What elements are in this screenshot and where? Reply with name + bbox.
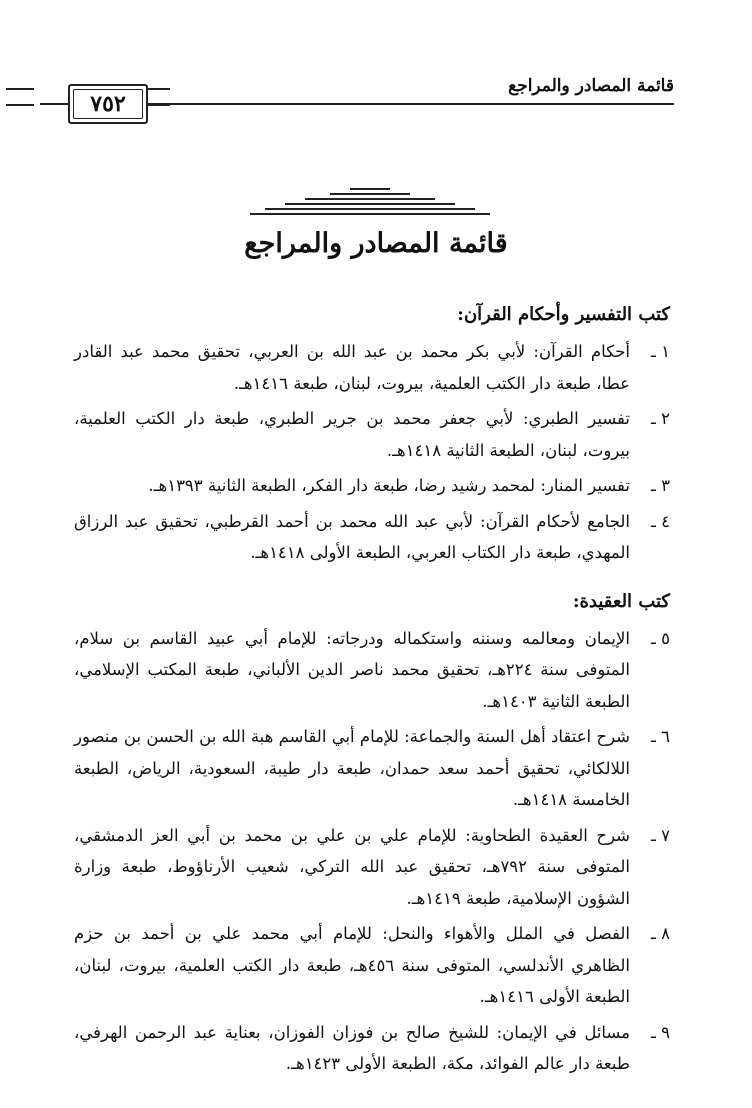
section-aqeedah xyxy=(74,587,670,1080)
entry-number: ٩ ـ xyxy=(651,1022,670,1042)
entry-text: شرح اعتقاد أهل السنة والجماعة: للإمام أبي القاسم هبة الله بن الحسن بن منصور اللالكائي، تحقيق أحمد سعد حمدان، طبعة دار طيبة، السعودية، الرياض، الطبعة الخامسة ١٤١٨هـ. xyxy=(74,727,630,809)
entry-text: مسائل في الإيمان: للشيخ صالح بن فوزان الفوزان، بعناية عبد الرحمن الهرفي، طبعة دار عالم الفوائد، مكة، الطبعة الأولى ١٤٢٣هـ. xyxy=(74,1022,630,1073)
entry-text: الجامع لأحكام القرآن: لأبي عبد الله محمد بن أحمد القرطبي، تحقيق عبد الرزاق المهدي، طبعة دار الكتاب العربي، الطبعة الأولى ١٤١٨هـ. xyxy=(74,511,630,562)
bibliography-entry xyxy=(74,506,670,569)
section-heading: كتب التفسير وأحكام القرآن: xyxy=(457,304,670,325)
entry-text: أحكام القرآن: لأبي بكر محمد بن عبد الله بن العربي، تحقيق محمد عبد القادر عطا، طبعة دار الكتب العلمية، بيروت، لبنان، طبعة ١٤١٦هـ. xyxy=(74,342,630,393)
section-heading: كتب العقيدة: xyxy=(572,590,670,612)
bibliography-entry xyxy=(74,820,670,915)
page-number: ٧٥٢ xyxy=(90,91,126,117)
entry-number: ١ ـ xyxy=(651,342,670,361)
entry-number: ٦ ـ xyxy=(651,727,670,746)
bibliography-entry xyxy=(74,336,670,399)
entry-text: الفصل في الملل والأهواء والنحل: للإمام أبي محمد علي بن أحمد بن حزم الظاهري الأندلسي، المتوفى سنة ٤٥٦هـ، طبعة دار الكتب العلمية، بيروت، لبنان، الطبعة الأولى ١٤١٦هـ. xyxy=(74,924,631,1006)
header-double-rule-right xyxy=(148,88,170,106)
bibliography-entry xyxy=(74,1017,670,1080)
running-header xyxy=(40,76,674,126)
title-ornament xyxy=(250,188,490,218)
entry-number: ٤ ـ xyxy=(651,511,670,531)
bibliography-entry xyxy=(74,721,670,816)
bibliography-entry xyxy=(74,403,670,466)
bibliography xyxy=(74,300,670,1084)
entry-number: ٣ ـ xyxy=(651,476,670,495)
entry-text: الإيمان ومعالمه وسننه واستكماله ودرجاته: للإمام أبي عبيد القاسم بن سلام، المتوفى سنة ٢٢٤هـ، تحقيق محمد ناصر الدين الألباني، طبعة المكتب الإسلامي، الطبعة الثانية ١٤٠٣هـ. xyxy=(74,628,630,711)
header-double-rule-left xyxy=(6,88,34,106)
entry-number: ٢ ـ xyxy=(651,409,670,428)
entry-text: تفسير الطبري: لأبي جعفر محمد بن جرير الطبري، طبعة دار الكتب العلمية، بيروت، لبنان، الطبعة الثانية ١٤١٨هـ. xyxy=(74,409,630,460)
page-title: قائمة المصادر والمراجع xyxy=(244,228,508,259)
bibliography-entry xyxy=(74,918,670,1013)
running-header-title: قائمة المصادر والمراجع xyxy=(500,76,674,96)
entry-text: شرح العقيدة الطحاوية: للإمام علي بن علي بن محمد بن أبي العز الدمشقي، المتوفى سنة ٧٩٢هـ، تحقيق عبد الله التركي، شعيب الأرناؤوط، طبعة وزارة الشؤون الإسلامية، طبعة ١٤١٩هـ. xyxy=(74,825,630,908)
entry-number: ٥ ـ xyxy=(651,628,670,648)
bibliography-entry xyxy=(74,623,670,718)
entry-number: ٨ ـ xyxy=(651,924,670,943)
page-number-box xyxy=(68,84,148,124)
entry-number: ٧ ـ xyxy=(651,825,670,845)
entry-text: تفسير المنار: لمحمد رشيد رضا، طبعة دار الفكر، الطبعة الثانية ١٣٩٣هـ. xyxy=(148,476,630,495)
bibliography-entry xyxy=(74,470,670,502)
section-tafsir xyxy=(74,300,670,569)
